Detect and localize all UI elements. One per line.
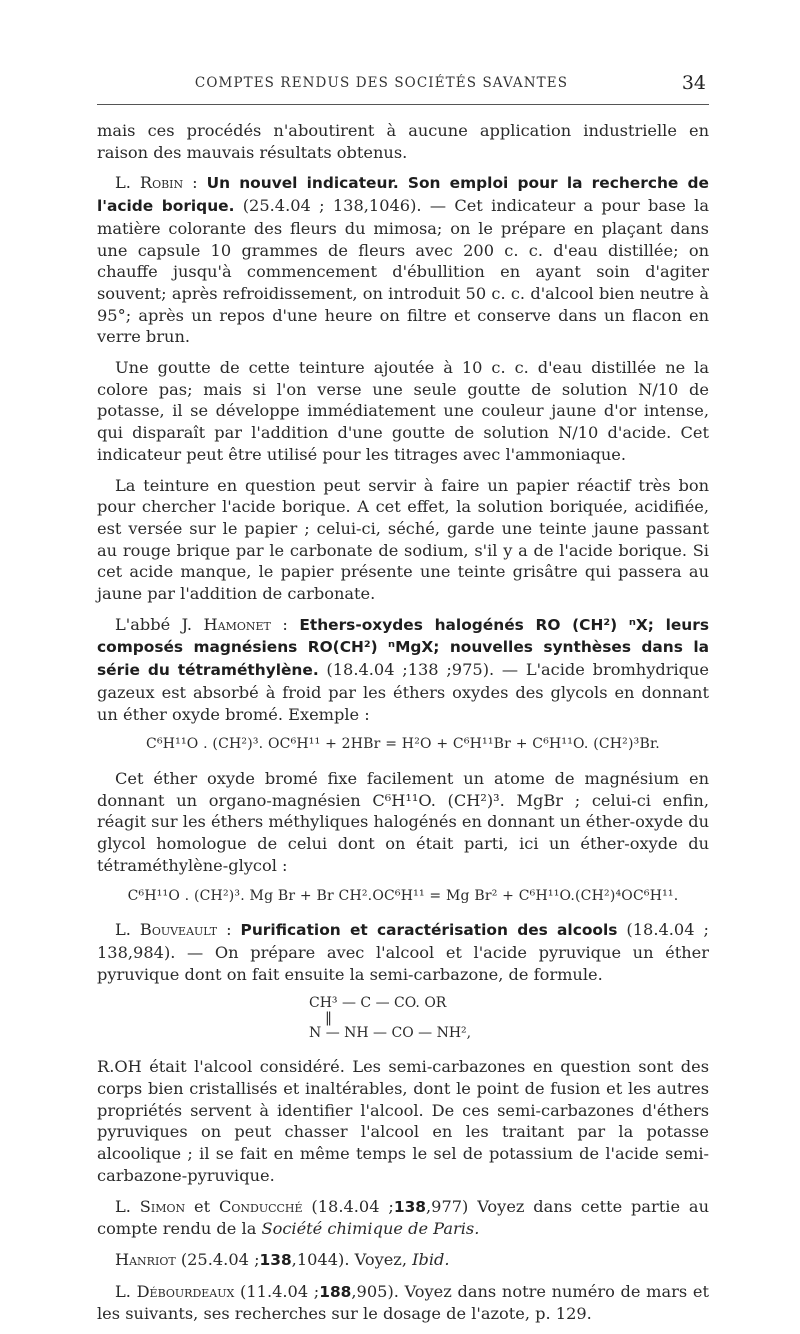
author-name: Simon [139, 1196, 186, 1216]
paragraph [97, 357, 709, 466]
paragraph-text: Une goutte de cette teinture ajoutée à 10 c. c. d'eau distillée ne la colore pas; mais si l'on verse une seule goutte de solution N/10 de potasse, il se développe immédiatement une couleur jaune d'or intense, qui disparaît par l'addition d'une goutte de solution N/10 d'acide. Cet indicateur peut être utilisé pour les titrages avec l'ammoniaque. [97, 358, 709, 464]
header-rule [97, 104, 709, 105]
journal-name: Société chimique de Paris. [261, 1219, 480, 1239]
separator: : [217, 920, 241, 940]
author-name: Hamonet [203, 614, 271, 634]
entry-bouveault [97, 919, 709, 985]
entry-title: Purification et caractérisation des alcools [240, 921, 618, 940]
paragraph-text: mais ces procédés n'aboutirent à aucune application industrielle en raison des mauvais résultats obtenus. [97, 121, 709, 162]
entry-simon [97, 1196, 709, 1240]
double-bond: ‖ [325, 1010, 332, 1027]
entry-text: L'acide bromhydrique gazeux est absorbé à froid par les éthers oxydes des glycols en donnant un éther oxyde bromé. Exemple : [97, 660, 710, 724]
author-name: Robin [139, 173, 184, 193]
entry-hanriot [97, 1249, 709, 1272]
entry-reference: (25.4.04 ; 138,1046). — [234, 196, 455, 216]
entry-text: Cet indicateur a pour base la matière colorante des fleurs du mimosa; on le prépare en plaçant dans une capsule 10 grammes de fleurs avec 200 c. c. d'eau distillée; on chauffe jusqu'à commencement d'ébullition en ayant soin d'agiter souvent; après refroidissement, on introduit 50 c. c. d'alcool bien neutre à 95°; après un repos d'une heure on filtre et conserve dans un flacon en verre brun. [97, 196, 709, 347]
author-initial: L. [115, 1196, 140, 1216]
paragraph [97, 1056, 709, 1186]
paragraph-text: Cet éther oxyde bromé fixe facilement un atome de magnésium en donnant un organo-magnésien C⁶H¹¹O. (CH²)³. MgBr ; celui-ci enfin, réagit sur les éthers méthyliques halogénés en donnant un éther-oxyde du glycol homologue de celui dont on était parti, ici un éther-oxyde du tétraméthylène-glycol : [97, 768, 709, 875]
separator: : [183, 173, 207, 193]
paragraph-text: R.OH était l'alcool considéré. Les semi-carbazones en question sont des corps bien cristallisés et inaltérables, dont le point de fusion et les autres propriétés servent à identifier l'alcool. De ces semi-carbazones d'éthers pyruviques on peut chasser l'alcool en les traitant par la potasse alcoolique ; il se fait en même temps le sel de potassium de l'acide semi-carbazone-pyruvique. [97, 1057, 709, 1185]
entry-reference: (18.4.04 ; 138,984). — [97, 920, 709, 962]
page-header [97, 73, 706, 103]
entry-text: ,1044). Voyez, [291, 1249, 413, 1269]
running-title: COMPTES RENDUS DES SOCIÉTÉS SAVANTES [194, 75, 569, 91]
entry-text: On prépare avec l'alcool et l'acide pyruvique un éther pyruvique dont on fait ensuite la semi-carbazone, de formule. [97, 942, 709, 984]
paragraph-continuation [97, 120, 709, 163]
entry-text: ,977) Voyez dans cette partie au compte rendu de la [97, 1196, 709, 1239]
chemical-equation: C⁶H¹¹O . (CH²)³. OC⁶H¹¹ + 2HBr = H²O + C⁶H¹¹Br + C⁶H¹¹O. (CH²)³Br. [146, 736, 660, 753]
author-name: Conducché [218, 1196, 303, 1216]
page-body [97, 120, 709, 1334]
entry-reference: (18.4.04 ; [302, 1196, 394, 1216]
entry-reference: (11.4.04 ; [234, 1281, 320, 1301]
paragraph-text: La teinture en question peut servir à faire un papier réactif très bon pour chercher l'acide borique. A cet effet, la solution boriquée, acidifiée, est versée sur le papier ; celui-ci, séché, garde une teinte jaune passant au rouge brique par le carbonate de sodium, s'il y a de l'acide borique. Si cet acide manque, le papier présente une teinte grisâtre qui passera au jaune par l'addition de carbonate. [97, 475, 709, 604]
entry-text: ,905). Voyez dans notre numéro de mars et les suivants, ses recherches sur le dosage de l'azote, p. 129. [97, 1281, 709, 1324]
entry-title: Un nouvel indicateur. Son emploi pour la recherche de l'acide borique. [97, 174, 709, 216]
author-name: Débourdeaux [136, 1281, 235, 1301]
formula-line: N — NH — CO — NH², [309, 1025, 472, 1042]
entry-robin [97, 172, 709, 348]
author-name: Hanriot [115, 1249, 176, 1269]
chemical-equation: C⁶H¹¹O . (CH²)³. Mg Br + Br CH².OC⁶H¹¹ = Mg Br² + C⁶H¹¹O.(CH²)⁴OC⁶H¹¹. [127, 887, 679, 904]
entry-reference: (18.4.04 ;138 ;975). — [318, 660, 526, 680]
page-number: 34 [681, 72, 706, 94]
volume-number: 138 [259, 1250, 292, 1269]
author-initial: L'abbé J. [115, 614, 204, 634]
author-initial: L. [115, 1281, 137, 1301]
volume-number: 138 [393, 1197, 426, 1216]
author-initial: L. [115, 920, 140, 940]
ibid-reference: Ibid. [412, 1249, 450, 1269]
entry-reference: (25.4.04 ; [175, 1249, 260, 1269]
entry-hamonet [97, 614, 709, 726]
volume-number: 188 [319, 1282, 352, 1301]
entry-debourdeaux [97, 1281, 709, 1325]
structural-formula [309, 994, 709, 1042]
author-name: Bouveault [139, 920, 218, 940]
conjunction: et [185, 1196, 219, 1216]
paragraph [97, 768, 709, 877]
formula-line: CH³ — C — CO. OR [309, 995, 447, 1012]
author-initial: L. [115, 173, 140, 193]
separator: : [270, 614, 300, 634]
paragraph [97, 475, 709, 605]
entry-title: Ethers-oxydes halogénés RO (CH²) ⁿX; leurs composés magnésiens RO(CH²) ⁿMgX; nouvelles synthèses dans la série du tétraméthylène. [97, 615, 710, 680]
